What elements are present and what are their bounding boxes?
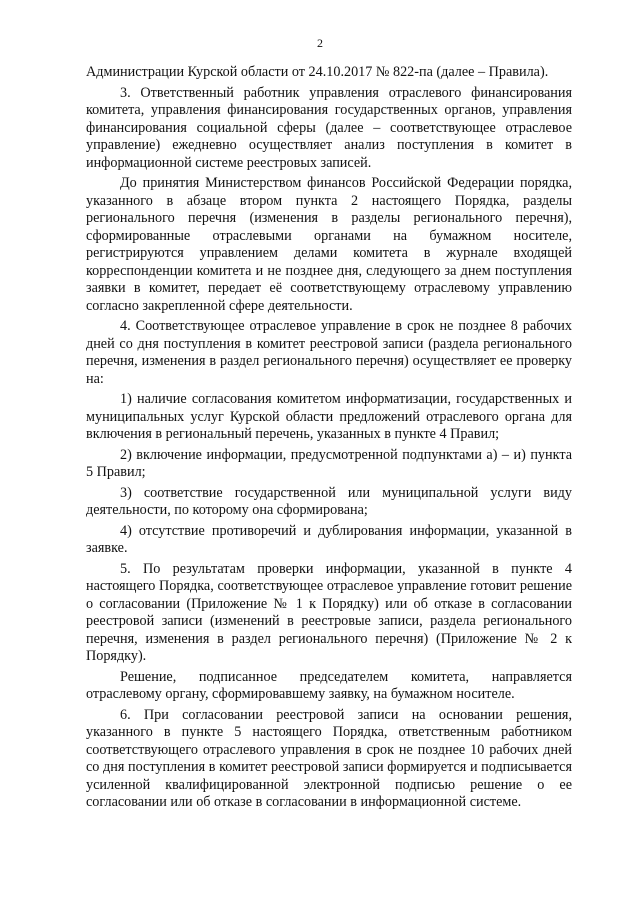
paragraph-item-4: 4. Соответствующее отраслевое управление в срок не позднее 8 рабочих дней со дня поступления в комитет реестровой записи (раздела регионального перечня, изменения в раздел регионального перечня) осуществляет ее проверку на:	[86, 318, 572, 387]
document-body	[86, 64, 572, 815]
paragraph-item-3-note: До принятия Министерством финансов Российской Федерации порядка, указанного в абзаце втором пункта 2 настоящего Порядка, разделы регионального перечня (изменения в разделы регионального перечня), сформированные отраслевыми органами на бумажном носителе, регистрируются управлением делами комитета в журнале входящей корреспонденции комитета и не позднее дня, следующего за днем поступления заявки в комитет, передает её соответствующему отраслевому управлению согласно закрепленной сфере деятельности.	[86, 175, 572, 314]
paragraph-item-5-decision: Решение, подписанное председателем комитета, направляется отраслевому органу, сформировавшему заявку, на бумажном носителе.	[86, 668, 572, 702]
paragraph-subitem-3: 3) соответствие государственной или муниципальной услуги виду деятельности, по которому она сформирована;	[86, 484, 572, 518]
paragraph-subitem-2: 2) включение информации, предусмотренной подпунктами а) – и) пункта 5 Правил;	[86, 446, 572, 480]
page-number: 2	[317, 36, 323, 50]
paragraph-continuation: Администрации Курской области от 24.10.2017 № 822-па (далее – Правила).	[86, 64, 549, 80]
paragraph-item-3: 3. Ответственный работник управления отраслевого финансирования комитета, управления финансирования государственных органов, управления финансирования социальной сферы (далее – соответствующее отраслевое управление) ежедневно осуществляет анализ поступления в комитет в информационной системе реестровых записей.	[86, 84, 572, 171]
paragraph-subitem-1: 1) наличие согласования комитетом информатизации, государственных и муниципальных услуг Курской области предложений отраслевого органа для включения в региональный перечень, указанных в пункте 4 Правил;	[86, 391, 572, 442]
paragraph-subitem-4: 4) отсутствие противоречий и дублирования информации, указанной в заявке.	[86, 522, 572, 556]
paragraph-item-5: 5. По результатам проверки информации, указанной в пункте 4 настоящего Порядка, соответствующее отраслевое управление готовит решение о согласовании (Приложение № 1 к Порядку) или об отказе в согласовании реестровой записи (изменений в реестровые записи, раздела регионального перечня, изменения в раздел регионального перечня) (Приложение № 2 к Порядку).	[86, 560, 572, 664]
paragraph-item-6: 6. При согласовании реестровой записи на основании решения, указанного в пункте 5 настоящего Порядка, ответственным работником соответствующего отраслевого управления в срок не позднее 10 рабочих дней со дня поступления в комитет реестровой записи формируется и подписывается усиленной квалифицированной электронной подписью решение о ее согласовании или об отказе в согласовании в информационной системе.	[86, 706, 572, 810]
